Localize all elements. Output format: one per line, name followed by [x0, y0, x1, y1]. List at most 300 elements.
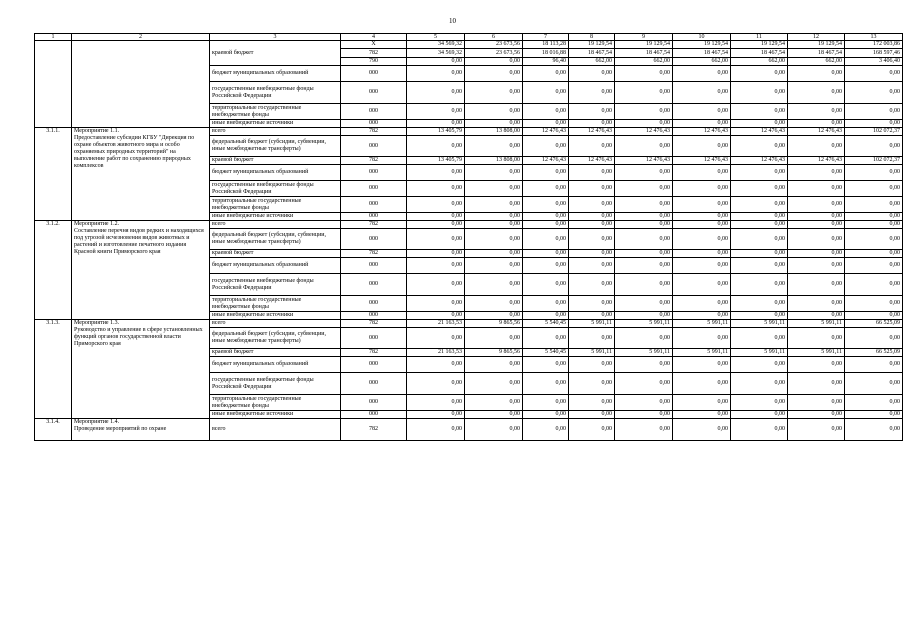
value-cell: 0,00	[523, 165, 569, 181]
value-cell: 0,00	[465, 120, 523, 128]
row-number-cell: 3.1.4.	[35, 419, 72, 441]
value-cell: 0,00	[731, 274, 788, 296]
value-cell: 0,00	[788, 66, 845, 82]
value-cell: 0,00	[731, 120, 788, 128]
value-cell: 0,00	[523, 221, 569, 229]
value-cell: 0,00	[845, 250, 903, 258]
value-cell: 9 865,56	[465, 349, 523, 357]
value-cell: 0,00	[569, 82, 615, 104]
value-cell: 0,00	[465, 66, 523, 82]
value-cell: 23 673,56	[465, 41, 523, 49]
header-cell: 9	[615, 34, 673, 41]
value-cell: 0,00	[731, 312, 788, 320]
value-cell: 0,00	[569, 165, 615, 181]
value-cell: 0,00	[788, 274, 845, 296]
code-cell: 000	[341, 229, 407, 250]
value-cell: 0,00	[788, 373, 845, 395]
value-cell: 0,00	[615, 250, 673, 258]
table-row	[35, 419, 903, 441]
value-cell: 0,00	[615, 357, 673, 373]
value-cell: 0,00	[569, 258, 615, 274]
value-cell: 0,00	[673, 373, 731, 395]
measure-description: Проведение мероприятий по охране	[74, 426, 167, 432]
value-cell: 5 991,11	[731, 320, 788, 328]
measure-title: Мероприятие 1.4.	[74, 419, 120, 425]
source-label-cell: федеральный бюджет (субсидии, субвенции, иные межбюджетные трансферты)	[210, 136, 341, 157]
value-cell: 0,00	[465, 312, 523, 320]
source-label-cell: территориальные государственные внебюджетные фонды	[210, 296, 341, 312]
value-cell: 5 991,11	[673, 349, 731, 357]
value-cell: 5 991,11	[788, 320, 845, 328]
value-cell: 0,00	[569, 357, 615, 373]
value-cell: 0,00	[465, 296, 523, 312]
value-cell: 0,00	[569, 66, 615, 82]
source-label-cell: всего	[210, 320, 341, 328]
value-cell: 5 991,11	[731, 349, 788, 357]
code-cell: 000	[341, 312, 407, 320]
value-cell: 0,00	[523, 213, 569, 221]
value-cell: 12 476,43	[523, 128, 569, 136]
code-cell: 000	[341, 165, 407, 181]
code-cell: 000	[341, 213, 407, 221]
value-cell: 0,00	[523, 411, 569, 419]
value-cell: 0,00	[615, 165, 673, 181]
code-cell: 000	[341, 373, 407, 395]
value-cell: 0,00	[407, 250, 465, 258]
value-cell: 0,00	[615, 229, 673, 250]
value-cell: 0,00	[673, 181, 731, 197]
value-cell: 0,00	[615, 411, 673, 419]
value-cell: 0,00	[569, 181, 615, 197]
measure-title: Мероприятие 1.1.	[74, 128, 120, 134]
value-cell: 0,00	[523, 104, 569, 120]
header-cell: 13	[845, 34, 903, 41]
value-cell: 3 406,40	[845, 58, 903, 66]
table-row	[35, 41, 903, 49]
value-cell: 0,00	[788, 221, 845, 229]
value-cell: 0,00	[523, 229, 569, 250]
value-cell: 0,00	[569, 250, 615, 258]
value-cell: 0,00	[731, 66, 788, 82]
value-cell: 0,00	[673, 165, 731, 181]
value-cell: 0,00	[465, 229, 523, 250]
value-cell: 0,00	[569, 274, 615, 296]
value-cell: 0,00	[731, 250, 788, 258]
value-cell: 0,00	[673, 120, 731, 128]
value-cell: 0,00	[465, 274, 523, 296]
value-cell: 0,00	[731, 104, 788, 120]
value-cell: 0,00	[788, 296, 845, 312]
value-cell: 0,00	[407, 357, 465, 373]
header-cell: 4	[341, 34, 407, 41]
code-cell: 782	[341, 419, 407, 441]
header-cell: 11	[731, 34, 788, 41]
value-cell: 0,00	[407, 258, 465, 274]
budget-table	[34, 33, 903, 441]
value-cell: 12 476,43	[731, 128, 788, 136]
value-cell: 0,00	[731, 197, 788, 213]
header-cell: 10	[673, 34, 731, 41]
value-cell: 18 016,88	[523, 49, 569, 58]
code-cell: 000	[341, 328, 407, 349]
value-cell: 0,00	[731, 328, 788, 349]
value-cell: 0,00	[845, 419, 903, 441]
code-cell: 790	[341, 58, 407, 66]
value-cell: 0,00	[673, 328, 731, 349]
code-cell: 000	[341, 181, 407, 197]
value-cell: 0,00	[731, 357, 788, 373]
value-cell: 0,00	[788, 165, 845, 181]
value-cell: 0,00	[673, 221, 731, 229]
value-cell: 0,00	[788, 250, 845, 258]
code-cell: 000	[341, 120, 407, 128]
value-cell: 5 991,11	[788, 349, 845, 357]
value-cell: 0,00	[731, 82, 788, 104]
value-cell: 0,00	[788, 312, 845, 320]
measure-cell	[72, 128, 210, 221]
value-cell: 0,00	[673, 136, 731, 157]
value-cell: 0,00	[569, 411, 615, 419]
value-cell: 19 129,54	[615, 41, 673, 49]
value-cell: 0,00	[731, 136, 788, 157]
value-cell: 662,00	[731, 58, 788, 66]
value-cell: 0,00	[788, 419, 845, 441]
measure-description: Предоставление субсидии КГБУ "Дирекция по охране объектов животного мира и особо охраняемых природных территорий" на выполнение работ по сохранению природных комплексов	[74, 135, 195, 169]
value-cell: 13 405,79	[407, 157, 465, 165]
source-label-cell: государственные внебюджетные фонды Российской Федерации	[210, 82, 341, 104]
value-cell: 0,00	[569, 395, 615, 411]
code-cell: 000	[341, 296, 407, 312]
source-label-cell: иные внебюджетные источники	[210, 411, 341, 419]
value-cell: 12 476,43	[673, 128, 731, 136]
value-cell: 96,40	[523, 58, 569, 66]
value-cell: 0,00	[845, 120, 903, 128]
value-cell: 0,00	[569, 328, 615, 349]
value-cell: 0,00	[788, 104, 845, 120]
value-cell: 0,00	[845, 258, 903, 274]
code-cell: 000	[341, 82, 407, 104]
value-cell: 18 467,54	[673, 49, 731, 58]
value-cell: 18 113,28	[523, 41, 569, 49]
value-cell: 662,00	[615, 58, 673, 66]
row-number-cell: 3.1.3.	[35, 320, 72, 419]
value-cell: 102 072,37	[845, 128, 903, 136]
page-number: 10	[449, 17, 456, 25]
table-row	[35, 320, 903, 328]
value-cell: 0,00	[788, 328, 845, 349]
header-cell: 6	[465, 34, 523, 41]
value-cell: 66 525,09	[845, 349, 903, 357]
value-cell: 23 673,56	[465, 49, 523, 58]
value-cell: 13 405,79	[407, 128, 465, 136]
value-cell: 0,00	[615, 274, 673, 296]
measure-cell	[72, 41, 210, 128]
value-cell: 0,00	[523, 357, 569, 373]
value-cell: 0,00	[845, 274, 903, 296]
value-cell: 18 467,54	[569, 49, 615, 58]
value-cell: 0,00	[788, 136, 845, 157]
value-cell: 5 991,11	[615, 349, 673, 357]
value-cell: 0,00	[788, 395, 845, 411]
value-cell: 0,00	[569, 197, 615, 213]
source-label-cell: краевой бюджет	[210, 250, 341, 258]
value-cell: 0,00	[407, 136, 465, 157]
value-cell: 12 476,43	[569, 128, 615, 136]
row-number-cell	[35, 41, 72, 128]
value-cell: 0,00	[673, 258, 731, 274]
value-cell: 0,00	[845, 221, 903, 229]
value-cell: 0,00	[615, 312, 673, 320]
value-cell: 0,00	[407, 181, 465, 197]
value-cell: 0,00	[615, 136, 673, 157]
code-cell: X	[341, 41, 407, 49]
code-cell: 000	[341, 274, 407, 296]
source-label-cell: бюджет муниципальных образований	[210, 165, 341, 181]
value-cell: 0,00	[673, 411, 731, 419]
source-label-cell: иные внебюджетные источники	[210, 120, 341, 128]
value-cell: 0,00	[523, 296, 569, 312]
value-cell: 0,00	[465, 221, 523, 229]
value-cell: 0,00	[523, 373, 569, 395]
value-cell: 0,00	[523, 82, 569, 104]
value-cell: 0,00	[407, 197, 465, 213]
code-cell: 000	[341, 395, 407, 411]
value-cell: 21 163,53	[407, 320, 465, 328]
value-cell: 34 569,32	[407, 41, 465, 49]
value-cell: 0,00	[673, 66, 731, 82]
value-cell: 12 476,43	[731, 157, 788, 165]
value-cell: 662,00	[569, 58, 615, 66]
value-cell: 0,00	[407, 296, 465, 312]
value-cell: 19 129,54	[731, 41, 788, 49]
value-cell: 0,00	[407, 58, 465, 66]
header-cell: 12	[788, 34, 845, 41]
value-cell: 0,00	[407, 395, 465, 411]
code-cell: 000	[341, 411, 407, 419]
value-cell: 0,00	[731, 373, 788, 395]
value-cell: 5 991,11	[615, 320, 673, 328]
source-label-cell: государственные внебюджетные фонды Российской Федерации	[210, 373, 341, 395]
value-cell: 0,00	[788, 213, 845, 221]
code-cell: 000	[341, 197, 407, 213]
value-cell: 0,00	[788, 82, 845, 104]
value-cell: 0,00	[569, 120, 615, 128]
value-cell: 0,00	[465, 213, 523, 221]
source-label-cell: территориальные государственные внебюджетные фонды	[210, 197, 341, 213]
source-label-cell: федеральный бюджет (субсидии, субвенции, иные межбюджетные трансферты)	[210, 328, 341, 349]
source-label-cell: краевой бюджет	[210, 349, 341, 357]
value-cell: 0,00	[407, 104, 465, 120]
value-cell: 0,00	[788, 229, 845, 250]
value-cell: 0,00	[845, 328, 903, 349]
header-cell: 5	[407, 34, 465, 41]
measure-cell	[72, 320, 210, 419]
row-number-cell: 3.1.2.	[35, 221, 72, 320]
value-cell: 0,00	[465, 419, 523, 441]
value-cell: 0,00	[569, 373, 615, 395]
value-cell: 0,00	[673, 82, 731, 104]
code-cell: 782	[341, 320, 407, 328]
source-label-cell: территориальные государственные внебюджетные фонды	[210, 395, 341, 411]
value-cell: 5 991,11	[569, 320, 615, 328]
value-cell: 0,00	[465, 82, 523, 104]
value-cell: 9 865,56	[465, 320, 523, 328]
value-cell: 0,00	[673, 213, 731, 221]
value-cell: 0,00	[465, 373, 523, 395]
table-row	[35, 221, 903, 229]
value-cell: 0,00	[615, 82, 673, 104]
value-cell: 0,00	[569, 419, 615, 441]
code-cell: 782	[341, 349, 407, 357]
measure-title: Мероприятие 1.3.	[74, 320, 120, 326]
value-cell: 0,00	[615, 258, 673, 274]
code-cell: 000	[341, 258, 407, 274]
value-cell: 0,00	[465, 104, 523, 120]
value-cell: 0,00	[407, 411, 465, 419]
value-cell: 0,00	[788, 258, 845, 274]
value-cell: 0,00	[569, 136, 615, 157]
value-cell: 0,00	[731, 165, 788, 181]
value-cell: 0,00	[569, 229, 615, 250]
value-cell: 0,00	[731, 395, 788, 411]
value-cell: 18 467,54	[788, 49, 845, 58]
value-cell: 0,00	[615, 213, 673, 221]
source-label-cell: краевой бюджет	[210, 41, 341, 66]
value-cell: 0,00	[465, 258, 523, 274]
value-cell: 0,00	[673, 274, 731, 296]
measure-title: Мероприятие 1.2.	[74, 221, 120, 227]
value-cell: 0,00	[569, 296, 615, 312]
value-cell: 0,00	[615, 328, 673, 349]
value-cell: 0,00	[845, 357, 903, 373]
value-cell: 0,00	[615, 395, 673, 411]
value-cell: 0,00	[845, 411, 903, 419]
value-cell: 0,00	[673, 296, 731, 312]
value-cell: 0,00	[407, 373, 465, 395]
value-cell: 662,00	[673, 58, 731, 66]
value-cell: 0,00	[615, 221, 673, 229]
value-cell: 0,00	[788, 181, 845, 197]
value-cell: 0,00	[465, 411, 523, 419]
value-cell: 0,00	[673, 357, 731, 373]
value-cell: 13 808,00	[465, 157, 523, 165]
value-cell: 5 540,45	[523, 349, 569, 357]
value-cell: 0,00	[845, 165, 903, 181]
value-cell: 0,00	[845, 66, 903, 82]
source-label-cell: бюджет муниципальных образований	[210, 66, 341, 82]
value-cell: 5 540,45	[523, 320, 569, 328]
value-cell: 0,00	[407, 82, 465, 104]
value-cell: 0,00	[673, 419, 731, 441]
measure-description: Составление перечня видов редких и находящихся под угрозой исчезновения видов животных и растений и изготовление печатного издания Красной книги Приморского края	[74, 228, 204, 255]
value-cell: 0,00	[465, 58, 523, 66]
value-cell: 0,00	[465, 328, 523, 349]
value-cell: 0,00	[845, 197, 903, 213]
value-cell: 19 129,54	[569, 41, 615, 49]
value-cell: 0,00	[731, 258, 788, 274]
value-cell: 0,00	[465, 357, 523, 373]
source-label-cell: бюджет муниципальных образований	[210, 357, 341, 373]
source-label-cell: территориальные государственные внебюджетные фонды	[210, 104, 341, 120]
value-cell: 0,00	[731, 296, 788, 312]
value-cell: 0,00	[615, 181, 673, 197]
value-cell: 0,00	[673, 312, 731, 320]
code-cell: 000	[341, 357, 407, 373]
value-cell: 0,00	[407, 274, 465, 296]
source-label-cell: иные внебюджетные источники	[210, 213, 341, 221]
value-cell: 0,00	[465, 250, 523, 258]
header-cell: 2	[72, 34, 210, 41]
code-cell: 782	[341, 157, 407, 165]
value-cell: 0,00	[569, 213, 615, 221]
source-label-cell: всего	[210, 128, 341, 136]
value-cell: 0,00	[673, 250, 731, 258]
value-cell: 0,00	[788, 197, 845, 213]
value-cell: 0,00	[523, 250, 569, 258]
header-cell: 3	[210, 34, 341, 41]
table-row	[35, 128, 903, 136]
value-cell: 19 129,54	[788, 41, 845, 49]
value-cell: 0,00	[523, 258, 569, 274]
code-cell: 000	[341, 66, 407, 82]
value-cell: 12 476,43	[788, 157, 845, 165]
value-cell: 0,00	[523, 274, 569, 296]
value-cell: 0,00	[845, 312, 903, 320]
code-cell: 782	[341, 49, 407, 58]
value-cell: 0,00	[407, 328, 465, 349]
value-cell: 0,00	[845, 296, 903, 312]
code-cell: 782	[341, 221, 407, 229]
value-cell: 0,00	[569, 221, 615, 229]
value-cell: 0,00	[465, 165, 523, 181]
value-cell: 0,00	[523, 328, 569, 349]
code-cell: 000	[341, 136, 407, 157]
value-cell: 0,00	[615, 66, 673, 82]
value-cell: 0,00	[845, 82, 903, 104]
value-cell: 0,00	[615, 373, 673, 395]
value-cell: 12 476,43	[673, 157, 731, 165]
value-cell: 0,00	[615, 197, 673, 213]
value-cell: 0,00	[407, 312, 465, 320]
value-cell: 0,00	[731, 181, 788, 197]
source-label-cell: всего	[210, 221, 341, 229]
code-cell: 000	[341, 104, 407, 120]
value-cell: 0,00	[788, 411, 845, 419]
value-cell: 0,00	[615, 296, 673, 312]
header-cell: 7	[523, 34, 569, 41]
value-cell: 0,00	[845, 104, 903, 120]
source-label-cell: государственные внебюджетные фонды Российской Федерации	[210, 181, 341, 197]
value-cell: 0,00	[407, 213, 465, 221]
value-cell: 12 476,43	[615, 128, 673, 136]
value-cell: 102 072,37	[845, 157, 903, 165]
value-cell: 0,00	[845, 136, 903, 157]
value-cell: 0,00	[615, 104, 673, 120]
value-cell: 0,00	[673, 197, 731, 213]
value-cell: 0,00	[615, 120, 673, 128]
value-cell: 0,00	[673, 229, 731, 250]
value-cell: 0,00	[845, 181, 903, 197]
value-cell: 0,00	[615, 419, 673, 441]
measure-cell	[72, 419, 210, 441]
value-cell: 662,00	[788, 58, 845, 66]
value-cell: 5 991,11	[673, 320, 731, 328]
value-cell: 0,00	[523, 66, 569, 82]
header-cell: 1	[35, 34, 72, 41]
value-cell: 0,00	[523, 197, 569, 213]
value-cell: 0,00	[465, 395, 523, 411]
measure-description: Руководство и управление в сфере установленных функций органов государственной власти Приморского края	[74, 327, 203, 347]
